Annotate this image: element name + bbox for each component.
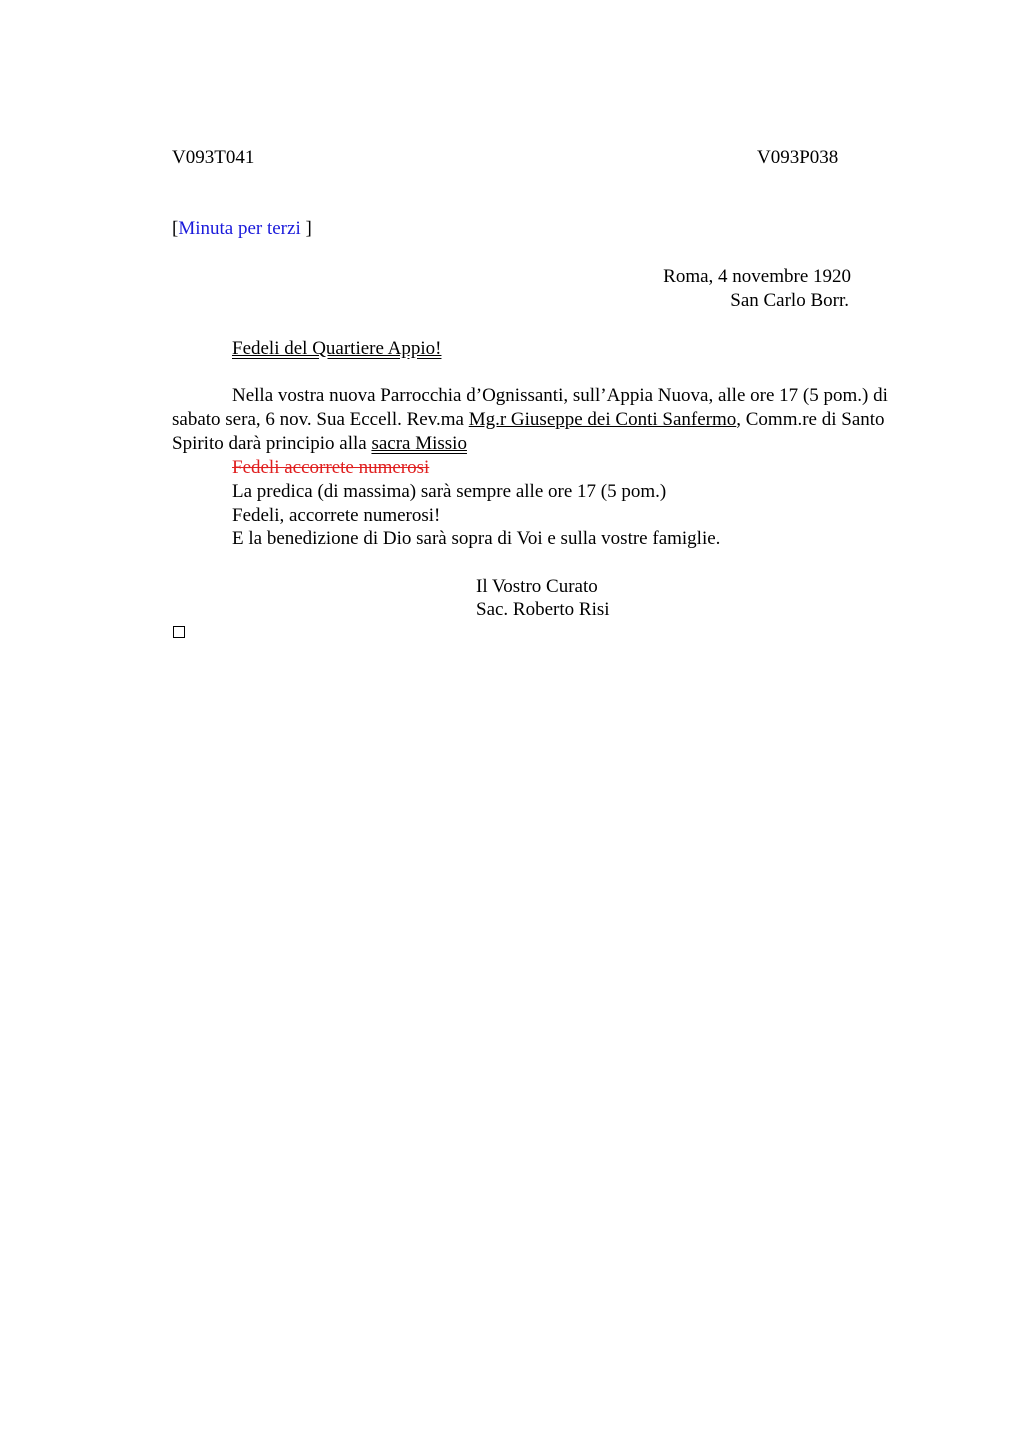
- signature-line-1: Il Vostro Curato: [476, 576, 598, 597]
- bishop-name: Mg.r Giuseppe dei Conti Sanfermo: [468, 409, 737, 430]
- checkbox-icon: [173, 626, 185, 638]
- body-line-4: E la benedizione di Dio sarà sopra di Voi e sulla vostre famiglie.: [232, 528, 721, 549]
- body-text-b: , Comm.re di Santo Spirito darà principio alla: [172, 409, 885, 454]
- note-close-bracket: ]: [300, 218, 312, 239]
- body-line-3: Fedeli, accorrete numerosi!: [232, 505, 441, 526]
- note-open-bracket: [: [172, 218, 179, 239]
- dateline-date: Roma, 4 novembre 1920: [663, 266, 851, 287]
- struck-line: Fedeli accorrete numerosi: [232, 457, 430, 478]
- note-text: Minuta per terzi: [178, 218, 301, 239]
- body-text-a: Nella vostra nuova Parrocchia d’Ognissanti, sull’Appia Nuova, alle ore 17 (5 pom.) di sabato sera, 6 nov. Sua Eccell. Rev.ma: [172, 385, 888, 430]
- signature-line-2: Sac. Roberto Risi: [476, 599, 610, 620]
- body-line-2: La predica (di massima) sarà sempre alle ore 17 (5 pom.): [232, 481, 667, 502]
- dateline-place: San Carlo Borr.: [730, 290, 849, 311]
- document-code-right: V093P038: [757, 147, 839, 168]
- salutation: Fedeli del Quartiere Appio!: [232, 338, 442, 359]
- editorial-note: [172, 217, 312, 241]
- body-paragraph: [172, 384, 924, 456]
- document-code-left: V093T041: [172, 147, 255, 168]
- mission-phrase: sacra Missio: [371, 433, 467, 454]
